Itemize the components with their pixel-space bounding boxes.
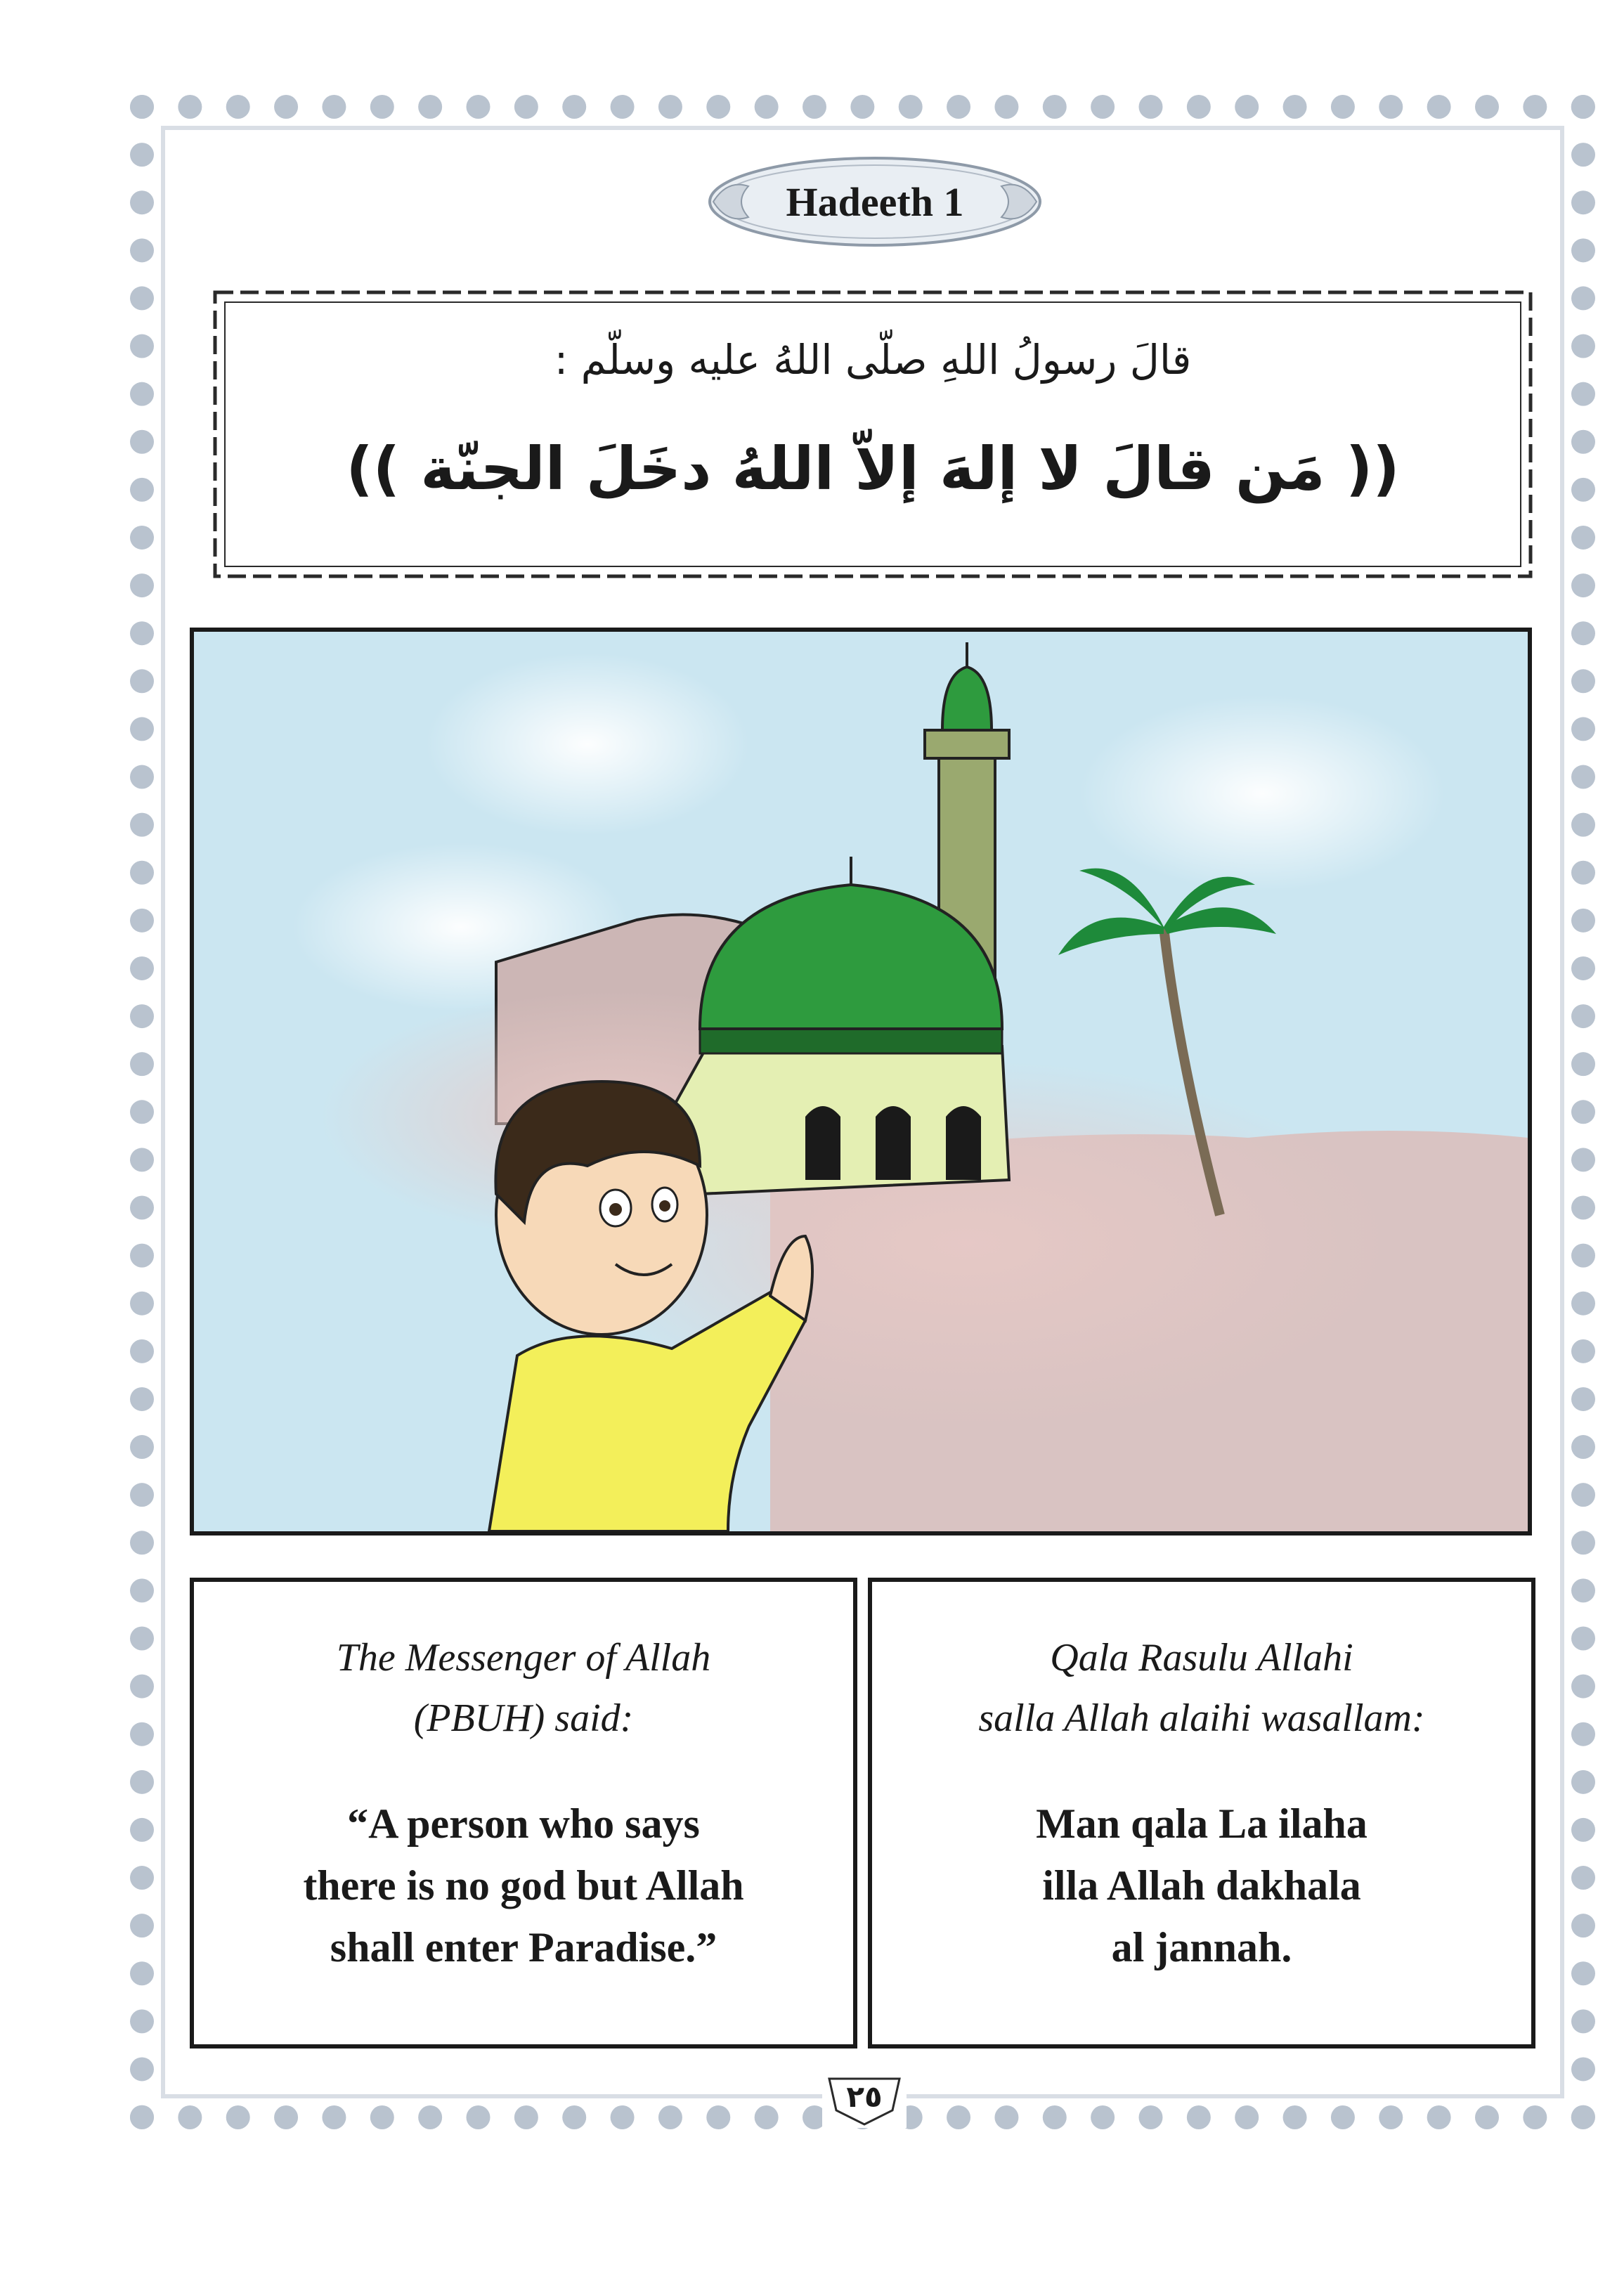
transliteration-main-line: illa Allah dakhala xyxy=(1042,1862,1361,1909)
english-main-text xyxy=(208,1793,839,1978)
transliteration-intro xyxy=(886,1628,1517,1748)
transliteration-intro-line: Qala Rasulu Allahi xyxy=(1050,1636,1353,1680)
arabic-intro-text: قالَ رسولُ اللهِ صلّى اللهُ عليه وسلّم : xyxy=(554,336,1192,384)
page-number: ٢٥ xyxy=(846,2079,883,2114)
transliteration-main-text xyxy=(886,1793,1517,1978)
transliteration-intro-line: salla Allah alaihi wasallam: xyxy=(978,1696,1425,1740)
title-banner xyxy=(699,151,1051,253)
arabic-hadeeth-text: (( مَن قالَ لا إلهَ إلاّ اللهُ دخَلَ الجنّة )) xyxy=(346,434,1400,503)
page-number-badge xyxy=(822,2072,907,2128)
transliteration-main-line: al jannah. xyxy=(1111,1924,1292,1970)
arabic-hadeeth-box xyxy=(209,287,1536,582)
boy-pointing-at-mosque-illustration xyxy=(194,632,1528,1531)
illustration-panel xyxy=(190,628,1532,1535)
page-title: Hadeeth 1 xyxy=(786,179,964,225)
transliteration-main-line: Man qala La ilaha xyxy=(1036,1800,1368,1847)
english-translation-box xyxy=(190,1578,857,2048)
transliteration-box xyxy=(868,1578,1535,2048)
english-intro xyxy=(208,1628,839,1748)
english-intro-line: The Messenger of Allah xyxy=(336,1636,711,1680)
english-main-line: shall enter Paradise.” xyxy=(330,1924,717,1970)
english-main-line: there is no god but Allah xyxy=(303,1862,744,1909)
english-intro-line: (PBUH) said: xyxy=(413,1696,634,1740)
english-main-line: “A person who says xyxy=(347,1800,700,1847)
